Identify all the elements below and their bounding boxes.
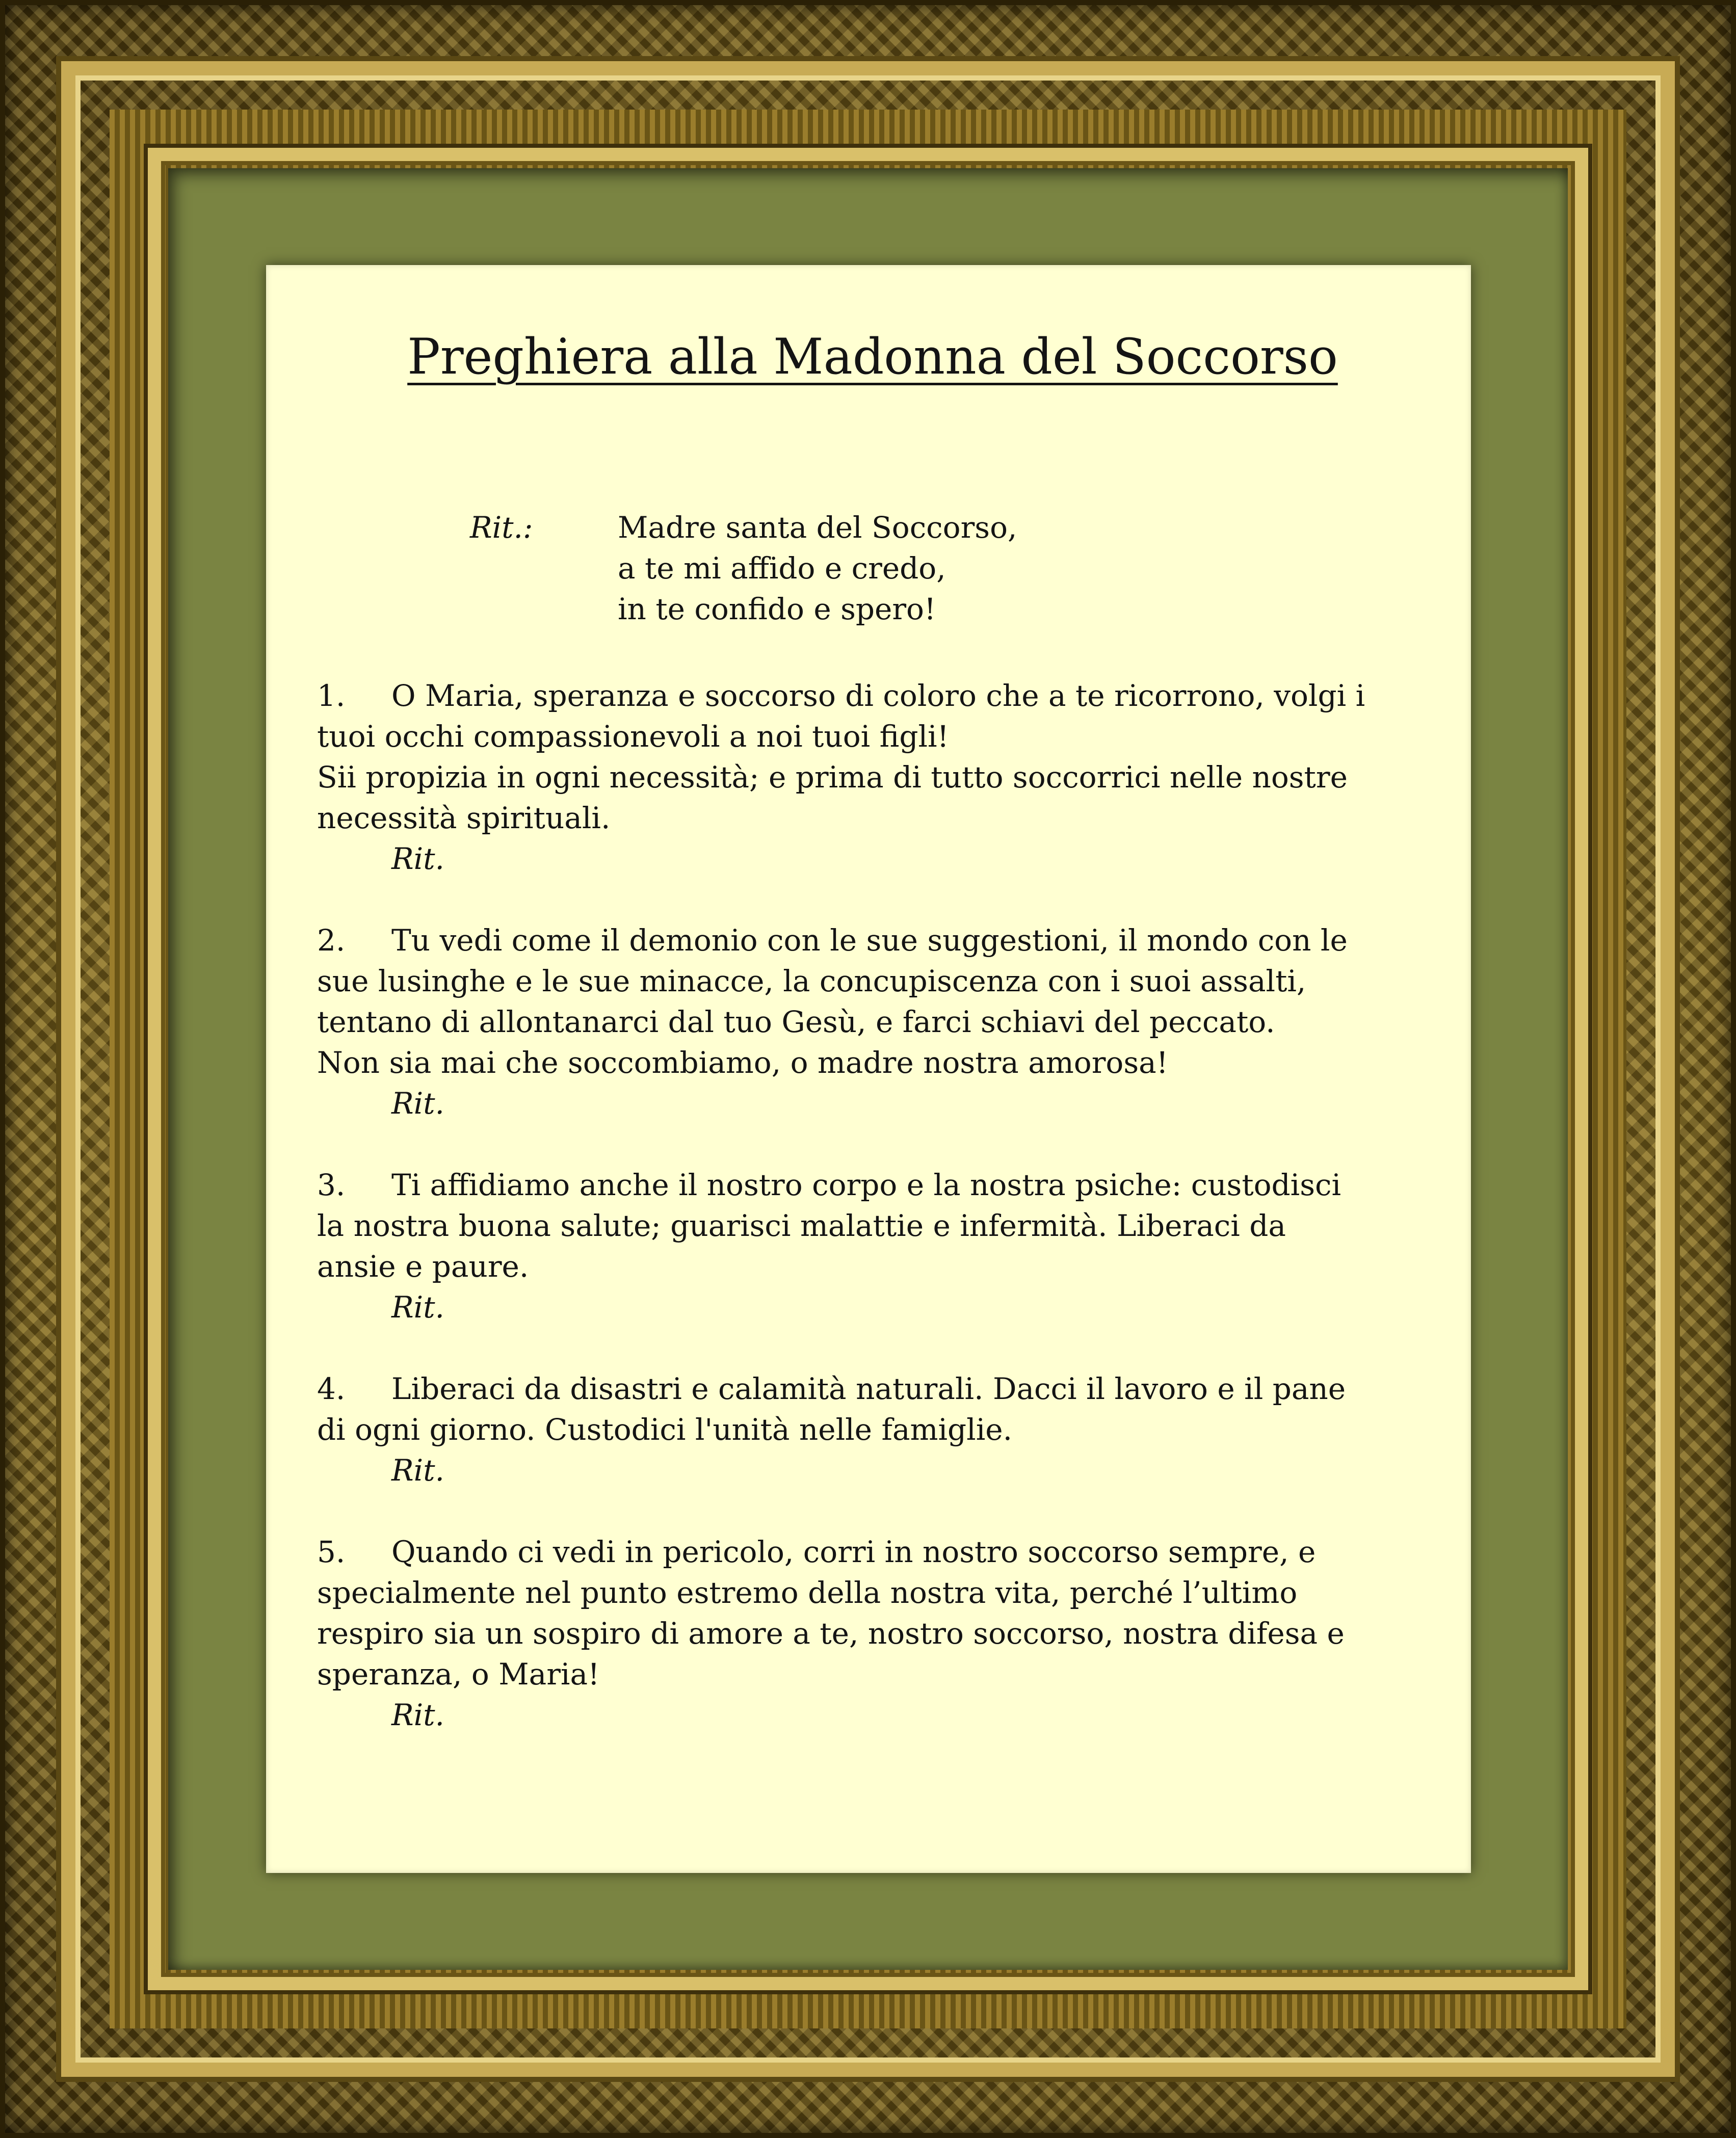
stanza-line: tuoi occhi compassionevoli a noi tuoi figli! — [317, 719, 949, 754]
refrain-marker: Rit. — [391, 841, 444, 876]
stanza-line-text: Ti affidiamo anche il nostro corpo e la nostra psiche: custodisci — [391, 1168, 1342, 1202]
stanza-line — [317, 1368, 1428, 1409]
stanza-line-text: Quando ci vedi in pericolo, corri in nostro soccorso sempre, e — [391, 1535, 1316, 1569]
stanza-line: la nostra buona salute; guarisci malattie e infermità. Liberaci da — [317, 1208, 1286, 1243]
stanza-line-text: Tu vedi come il demonio con le sue suggestioni, il mondo con le — [391, 923, 1348, 958]
refrain-marker: Rit. — [391, 1290, 444, 1325]
refrain-marker: Rit. — [391, 1698, 444, 1732]
refrain-marker: Rit. — [391, 1086, 444, 1121]
refrain-line: a te mi affido e credo, — [618, 551, 946, 586]
stanza-line-text: O Maria, speranza e soccorso di coloro che a te ricorrono, volgi i — [391, 678, 1365, 713]
stanza-4 — [317, 1368, 1428, 1491]
stanza-5 — [317, 1532, 1428, 1735]
refrain-marker: Rit. — [391, 1453, 444, 1488]
stanza-number: 3. — [317, 1168, 346, 1202]
stanza-line: tentano di allontanarci dal tuo Gesù, e farci schiavi del peccato. — [317, 1005, 1275, 1039]
stanza-1 — [317, 675, 1428, 879]
stanza-number: 1. — [317, 678, 346, 713]
stanza-line: specialmente nel punto estremo della nostra vita, perché l’ultimo — [317, 1575, 1298, 1610]
refrain-label: Rit.: — [470, 510, 533, 545]
stanza-line — [317, 1165, 1428, 1205]
stanza-line: Non sia mai che soccombiamo, o madre nostra amorosa! — [317, 1045, 1168, 1080]
refrain-line: Madre santa del Soccorso, — [618, 510, 1017, 545]
stanza-line — [317, 920, 1428, 961]
stanza-line-text: Liberaci da disastri e calamità naturali. Dacci il lavoro e il pane — [391, 1371, 1346, 1406]
page-title: Preghiera alla Madonna del Soccorso — [407, 328, 1338, 385]
stanza-number: 5. — [317, 1535, 346, 1569]
refrain-lines — [618, 507, 1382, 629]
stanza-line: necessità spirituali. — [317, 801, 611, 835]
stanza-line: respiro sia un sospiro di amore a te, nostro soccorso, nostra difesa e — [317, 1616, 1345, 1651]
stanza-line: ansie e paure. — [317, 1249, 529, 1284]
stanza-number: 2. — [317, 923, 346, 958]
stanza-line: sue lusinghe e le sue minacce, la concupiscenza con i suoi assalti, — [317, 964, 1306, 998]
stanza-line: di ogni giorno. Custodici l'unità nelle famiglie. — [317, 1412, 1013, 1447]
stanza-line: Sii propizia in ogni necessità; e prima di tutto soccorrici nelle nostre — [317, 760, 1348, 795]
stanza-line: speranza, o Maria! — [317, 1657, 600, 1692]
stanza-line — [317, 675, 1428, 716]
prayer-paper — [266, 265, 1471, 1873]
stanza-line — [317, 1532, 1428, 1572]
refrain-line: in te confido e spero! — [618, 592, 936, 626]
stanza-number: 4. — [317, 1371, 346, 1406]
stanza-3 — [317, 1165, 1428, 1328]
stanza-2 — [317, 920, 1428, 1124]
